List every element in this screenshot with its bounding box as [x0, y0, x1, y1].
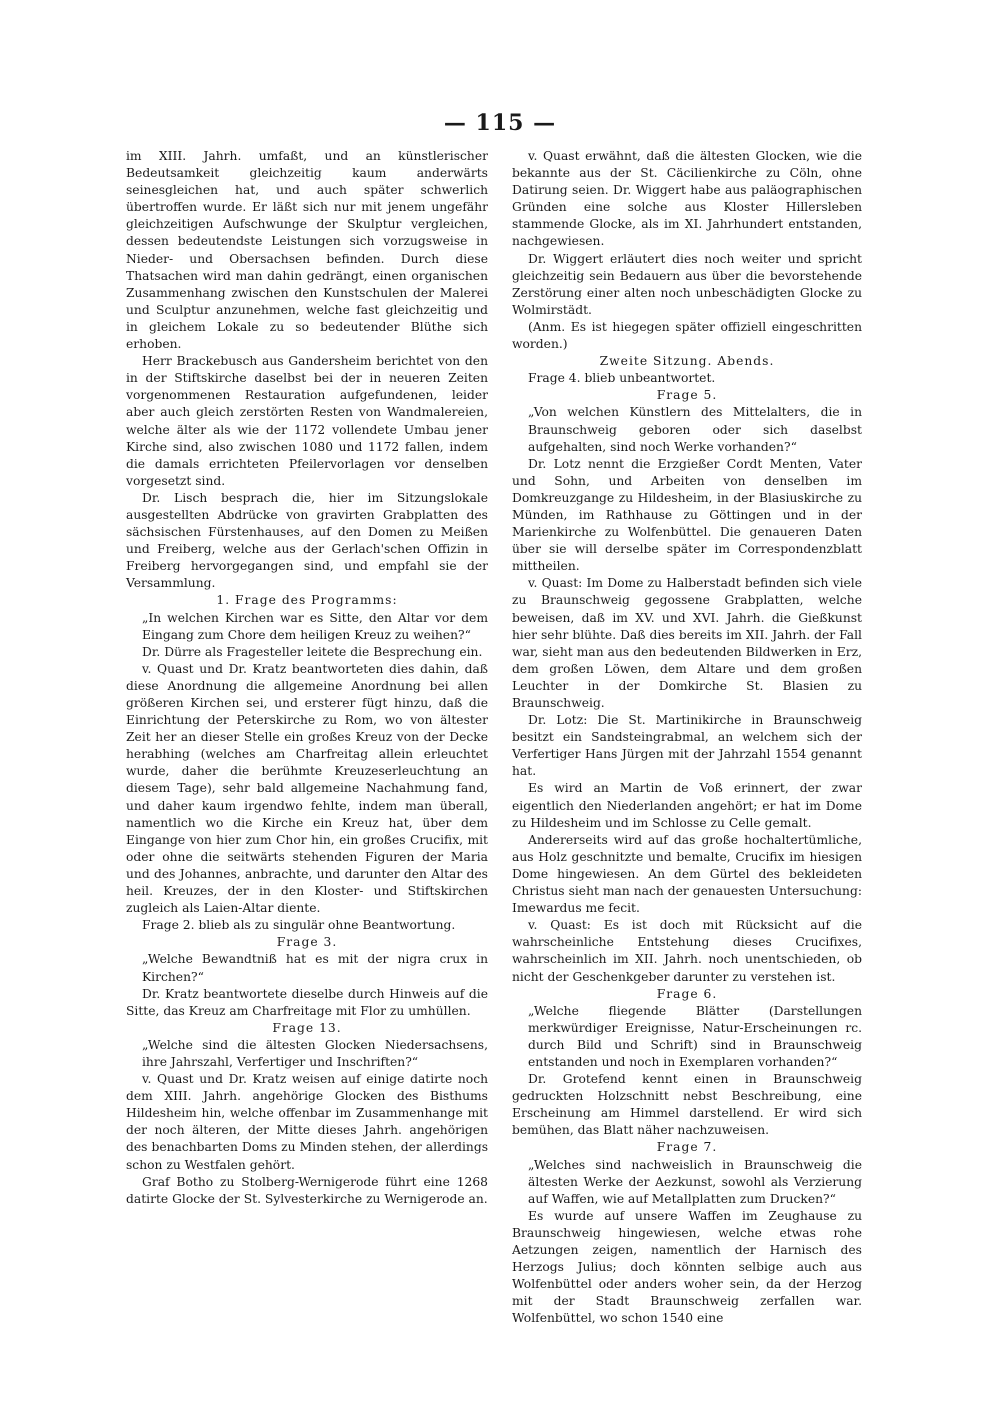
paragraph: (Anm. Es ist hiegegen später offiziell eingeschritten worden.) — [512, 319, 862, 352]
paragraph: Herr Brackebusch aus Gandersheim berichtet von den in der Stiftskirche daselbst bei der in neueren Zeiten vorgenommenen Restauration aufgefundenen, leider aber auch gleich zerstörten Resten von Wandmalereien, welche älter als wie der 1172 vollendete Umbau jener Kirche sind, also zwischen 1080 und 1172 fallen, indem die damals errichteten Pfeilervorlagen vor denselben vorgesetzt sind. — [126, 354, 488, 488]
paragraph: Frage 4. blieb unbeantwortet. — [528, 371, 716, 386]
section-heading: Frage 3. — [276, 935, 338, 950]
question-text: „In welchen Kirchen war es Sitte, den Altar vor dem Eingang zum Chore dem heiligen Kreuz zu weihen?“ — [142, 610, 488, 642]
paragraph: Es wird an Martin de Voß erinnert, der zwar eigentlich den Niederlanden angehört; er hat im Dome zu Hildesheim und im Schlosse zu Celle gemalt. — [512, 781, 862, 830]
section-heading: Frage 13. — [272, 1020, 342, 1035]
question-text: „Von welchen Künstlern des Mittelalters, die in Braunschweig geboren oder sich daselbst aufgehalten, sind noch Werke vorhanden?“ — [528, 405, 862, 454]
question-text: „Welches sind nachweislich in Braunschweig die ältesten Werke der Aezkunst, sowohl als Verzierung auf Waffen, wie auf Metallplatten zum Drucken?“ — [528, 1157, 862, 1206]
paragraph: Graf Botho zu Stolberg-Wernigerode führt eine 1268 datirte Glocke der St. Sylvesterkirche zu Wernigerode an. — [126, 1174, 488, 1206]
paragraph: Es wurde auf unsere Waffen im Zeughause zu Braunschweig hingewiesen, welche etwas rohe Aetzungen zeigen, namentlich der Harnisch des Herzogs Julius; doch könnten selbige auch aus Wolfenbüttel oder anders woher sein, da der Herzog mit der Stadt Braunschweig zerfallen war. Wolfenbüttel, wo schon 1540 eine — [512, 1208, 862, 1326]
paragraph: im XIII. Jahrh. umfaßt, und an künstlerischer Bedeutsamkeit gleichzeitig kaum anderwärts seinesgleichen hat, und auch später schwerlich übertroffen wurde. Er läßt sich nur mit jenem ungefähr gleichzeitigen Aufschwunge der Skulptur vergleichen, dessen bedeutendste Leistungen sich vorzugsweise in Nieder- und Obersachsen befinden. Durch diese Thatsachen wird man dahin gedrängt, einen organischen Zusammenhang zwischen den Kunstschulen der Malerei und Sculptur anzunehmen, welche fast gleichzeitig und in gleichem Lokale zu so bedeutender Blüthe sich erhoben. — [126, 149, 488, 352]
paragraph: Dr. Lotz nennt die Erzgießer Cordt Menten, Vater und Sohn, und Arbeiten von denselben im Domkreuzgange zu Hildesheim, in der Blasiuskirche zu Münden, im Rathhause zu Göttingen und in der Marienkirche zu Wolfenbüttel. Die genaueren Daten über sie will derselbe später im Correspondenzblatt mittheilen. — [512, 456, 862, 574]
paragraph: v. Quast: Im Dome zu Halberstadt befinden sich viele zu Braunschweig gegossene Grabplatten, welche beweisen, daß im XV. und XVI. Jahrh. die Gießkunst hier sehr blühte. Daß dies bereits im XII. Jahrh. der Fall war, sieht man aus den bedeutenden Bildwerken in Erz, dem großen Löwen, dem Altare und dem großen Leuchter in der Domkirche St. Blasien zu Braunschweig. — [512, 576, 862, 710]
paragraph: Dr. Grotefend kennt einen in Braunschweig gedruckten Holzschnitt nebst Beschreibung, eine Erscheinung am Himmel darstellend. Er wird sich bemühen, das Blatt näher nachzuweisen. — [512, 1072, 862, 1138]
question-text: „Welche Bewandtniß hat es mit der nigra crux in Kirchen?“ — [142, 952, 488, 984]
right-column — [512, 148, 862, 1327]
question-text: „Welche fliegende Blätter (Darstellungen merkwürdiger Ereignisse, Natur-Erscheinungen rc. durch Bild und Schrift) sind in Braunschweig entstanden und noch in Exemplaren vorhanden?“ — [528, 1003, 862, 1069]
paragraph: Dr. Lotz: Die St. Martinikirche in Braunschweig besitzt ein Sandsteingrabmal, an welchem sich der Verfertiger Hans Jürgen mit der Jahrzahl 1554 genannt hat. — [512, 713, 862, 779]
section-heading: Frage 6. — [656, 986, 718, 1001]
page-number: — 115 — — [443, 110, 557, 136]
left-column — [126, 148, 488, 1208]
paragraph: Dr. Wiggert erläutert dies noch weiter und spricht gleichzeitig sein Bedauern aus über die bevorstehende Zerstörung einer alten noch unbeschädigten Glocke zu Wolmirstädt. — [512, 251, 862, 317]
paragraph: v. Quast und Dr. Kratz weisen auf einige datirte noch dem XIII. Jahrh. angehörige Glocken des Bisthums Hildesheim hin, welche offenbar im Zusammenhange mit der noch älteren, der Mitte dieses Jahrh. angehörigen des benachbarten Doms zu Minden stehen, der allerdings schon zu Westfalen gehört. — [126, 1072, 488, 1172]
paragraph: Andererseits wird auf das große hochaltertümliche, aus Holz geschnitzte und bemalte, Crucifix im hiesigen Dome hingewiesen. An dem Gürtel des bekleideten Christus sieht man nach der genauesten Untersuchung: Imewardus me fecit. — [512, 832, 862, 916]
paragraph: Dr. Lisch besprach die, hier im Sitzungslokale ausgestellten Abdrücke von gravirten Grabplatten des sächsischen Fürstenhauses, auf den Domen zu Meißen und Freiberg, welche aus der Gerlach'schen Offizin in Freiberg hervorgegangen sind, und empfahl sie der Versammlung. — [126, 490, 488, 591]
paragraph: Dr. Kratz beantwortete dieselbe durch Hinweis auf die Sitte, das Kreuz am Charfreitage mit Flor zu umhüllen. — [126, 986, 488, 1018]
paragraph: Dr. Dürre als Fragesteller leitete die Besprechung ein. — [142, 644, 483, 659]
section-heading: Frage 5. — [656, 388, 718, 403]
paragraph: v. Quast erwähnt, daß die ältesten Glocken, wie die bekannte aus der St. Cäcilienkirche zu Cöln, ohne Datirung seien. Dr. Wiggert habe aus paläographischen Gründen eine solche aus Kloster Hillersleben stammende Glocke, als im XI. Jahrhundert entstanden, nachgewiesen. — [512, 149, 862, 249]
section-heading: 1. Frage des Programms: — [216, 593, 398, 608]
section-heading: Zweite Sitzung. Abends. — [599, 354, 775, 369]
paragraph: v. Quast und Dr. Kratz beantworteten dies dahin, daß diese Anordnung die allgemeine Anordnung bei allen größeren Kirchen sei, und ersterer fügt hinzu, daß die Einrichtung der Peterskirche zu Rom, wo von ältester Zeit her an dieser Stelle ein großes Kreuz von der Decke herabhing (welches am Charfreitag allein erleuchtet wurde, daher die berühmte Kreuzeserleuchtung an diesem Tage), sehr bald allgemeine Nachahmung fand, und daher kaum irgendwo fehlte, indem man überall, namentlich wo die Kirche ein Kreuz hat, über dem Eingange von hier zum Chor hin, ein großes Crucifix, mit oder ohne die seitwärts stehenden Figuren der Maria und des Johannes, anbrachte, und darunter den Altar des heil. Kreuzes, der in den Kloster- und Stiftskirchen zugleich als Laien-Altar diente. — [126, 661, 488, 916]
question-text: „Welche sind die ältesten Glocken Niedersachsens, ihre Jahrszahl, Verfertiger und Inschriften?“ — [142, 1037, 488, 1069]
paragraph: Frage 2. blieb als zu singulär ohne Beantwortung. — [142, 918, 456, 933]
section-heading: Frage 7. — [656, 1140, 718, 1155]
paragraph: v. Quast: Es ist doch mit Rücksicht auf die wahrscheinliche Entstehung dieses Crucifixes, wahrscheinlich im XII. Jahrh. noch unentschieden, ob nicht der Geschenkgeber darunter zu verstehen ist. — [512, 918, 862, 984]
